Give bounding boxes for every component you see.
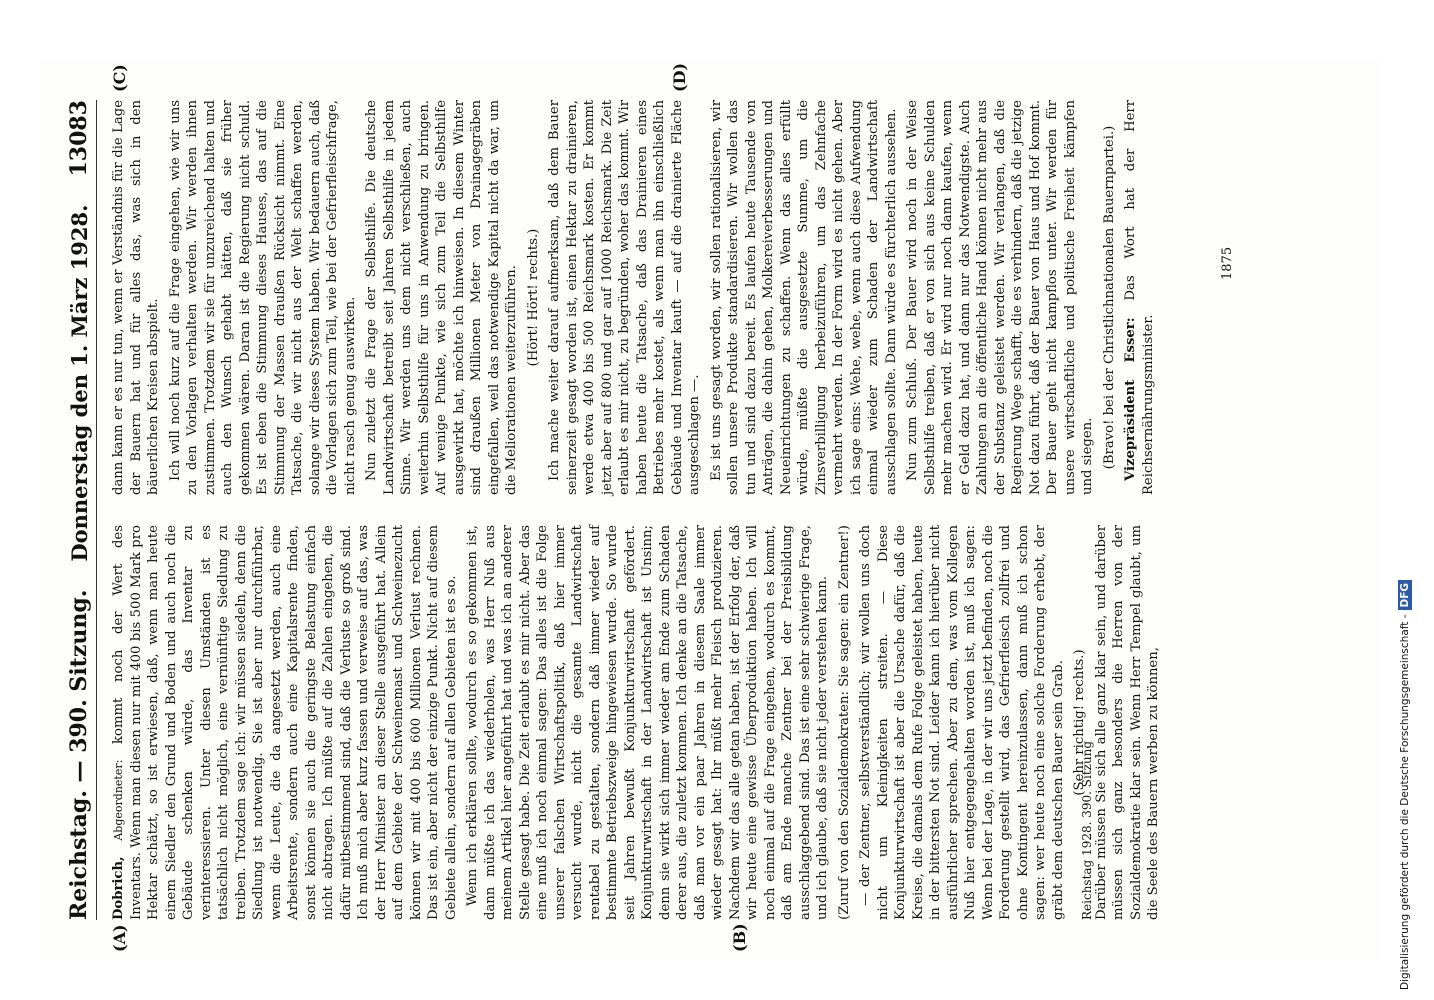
header-rule [96,100,97,920]
paragraph: Ich mache weiter darauf aufmerksam, daß dem Bauer seinerzeit gesagt worden ist, einen Hektar zu drainieren, werde etwa 400 bis 500 Reichsmark kosten. Er kommt jetzt aber auf 800 und gar auf 1000 Reichsmark. Die Zeit erlaubt es mir nicht, zu begründen, woher das kommt. Wir haben heute die Tatsache, daß das Drainieren eines Betriebes mehr kostet, als wenn man ihn einschließlich Gebäude und Inventar kauft — auf die drainierte Fläche ausgeschlagen —. [547,100,702,495]
speaker-name: Dobrich, [111,856,126,920]
paragraph: Es ist uns gesagt worden, wir sollen rationalisieren, wir sollen unsere Produkte standardisieren. Wir wollen das tun und sind dazu bereit. Es laufen heute Tausende von Anträgen, die dahin gehen, Molkereiverbesserungen und Neueinrichtungen zu schaffen. Wenn das alles erfüllt würde, müßte die ausgesetzte Summe, um die Zinsverbilligung herbeizuführen, um das Zehnfache vermehrt werden. In der Form wird es nicht gehen. Aber ich sage eins: Wehe, wehe, wenn auch diese Aufwendung einmal wieder zum Schaden der Landwirtschaft ausschlagen sollte. Dann würde es fürchterlich aussehen. [708,100,899,495]
right-column [110,100,1161,495]
left-column [110,525,1167,920]
header-left: Reichstag. — 390. Sitzung. [66,589,92,920]
interjection: (Zuruf von den Sozialdemokraten: Sie sagen: ein Zentner!) [836,525,852,920]
paragraph: — der Zentner, selbstverständlich; wir wollen uns doch nicht um Kleinigkeiten streiten. — Diese Konjunkturwirtschaft ist aber die Ursache dafür, daß die Kreise, die damals dem Rufe Folge geleistet haben, heute in der bittersten Not sind. Leider kann ich hierüber nicht ausführlicher sprechen. Aber zu dem, was vom Kollegen Nuß hier entgegengehalten worden ist, muß ich sagen: Wenn bei der Lage, in der wir uns jetzt befinden, noch die Forderung gestellt wird, das Gefrierfleisch zollfrei und ohne Kontingent hereinzulassen, dann muß ich schon sagen: wer heute noch eine solche Forderung erhebt, der gräbt dem deutschen Bauer sein Grab. [858,525,1066,920]
rotated-page-content [40,60,1380,960]
paragraph: dann kann er es nur tun, wenn er Verständnis für die Lage der Bauern hat und für alles das, was sich in den bäuerlichen Kreisen abspielt. [111,100,161,495]
dfg-credit-text: Digitalisierung gefördert durch die Deutsche Forschungsgemeinschaft - [1399,614,1411,990]
paragraph: Ich will noch kurz auf die Frage eingehen, wie wir uns zu den Vorlagen verhalten werden. Wir werden ihnen zustimmen. Trotzdem wir sie für unzureichend halten und auch den Wunsch gehabt hätten, daß sie früher gekommen wären. Daran ist die Regierung nicht schuld. Es ist eben die Stimmung dieses Hauses, das auf die Stimmung der Massen draußen Rücksicht nimmt. Eine Tatsache, die wir nicht aus der Welt schaffen werden, solange wir dieses System haben. Wir bedauern auch, daß die Vorlagen sich zum Teil, wie bei der Gefrierfleischfrage, nicht rasch genug auswirken. [167,100,358,495]
footer-number: 1875 [1220,246,1235,280]
interjection: (Sehr richtig! rechts.) [1072,649,1087,796]
closing-text: Das Wort hat der Herr Reichsernährungsminister. [1123,100,1156,495]
paragraph [110,525,460,920]
margin-marker-b: (B) [730,923,749,952]
paragraph-text: kommt noch der Wert des Inventars. Wenn man diesen nur mit 400 bis 500 Mark pro Hektar schätzt, so ist erwiesen, daß, wenn man heute einem Siedler den Grund und Boden und auch noch die Gebäude schenken würde, das Inventar zu verinteressieren. Unter diesen Umständen ist es tatsächlich nicht möglich, eine vernünftige Siedlung zu treiben. Trotzdem sage ich: wir müssen siedeln, denn die Siedlung ist notwendig. Sie ist aber nur durchführbar, wenn die Leute, die da angesetzt werden, auch eine Arbeitsrente, sondern auch eine Kapitalsrente finden, sonst können sie auch die geringste Belastung einfach nicht abtragen. Ich müßte auf die Zahlen eingehen, die dafür mitbestimmend sind, daß die Verluste so groß sind. Ich muß mich aber kurz fassen und verweise auf das, was der Herr Minister an dieser Stelle ausgeführt hat. Allein auf dem Gebiete der Schweinemast und Schweinezucht können wir mit 400 bis 600 Millionen Verlust rechnen. Das ist ein, aber nicht der einzige Punkt. Nicht auf diesem Gebiete allein, sondern auf allen Gebieten ist es so. [111,525,459,920]
header-page-number: 13083 [66,100,92,177]
header-date: Donnerstag den 1. März 1928. [67,204,92,562]
interjection: (Bravo! bei der Christlichnationalen Bauernpartei.) [1101,125,1117,470]
speaker-role: Abgeordneter: [112,759,125,841]
margin-marker-c: (C) [110,64,129,92]
closing-speaker: Vizepräsident Esser: [1123,317,1138,481]
scanned-page [40,60,1380,960]
paragraph: Nun zum Schluß. Der Bauer wird noch in der Weise Selbsthilfe treiben, daß er von sich aus keine Schulden mehr machen wird. Er wird nur noch dann kaufen, wenn er Geld dazu hat, und dann nur das Notwendigste. Auch Zahlungen an die öffentliche Hand können nicht mehr aus der Substanz geleistet werden. Wir verlangen, daß die Regierung Wege schafft, die es verhindern, daß die jetzige Not dazu führt, daß der Bauer von Haus und Hof kommt. Der Bauer geht nicht kampflos unter. Wir werden für unsere wirtschaftliche und politische Freiheit kämpfen und siegen. [905,100,1095,495]
dfg-logo: DFG [1398,580,1412,611]
margin-marker-a: (A) [110,924,129,952]
footer-sitting: Reichstag 1928. 390. Sitzung [1080,740,1094,920]
paragraph: Wenn ich erklären sollte, wodurch es so gekommen ist, dann müßte ich das wiederholen, was Herr Nuß aus meinem Artikel hier angeführt hat und was ich an anderer Stelle gesagt habe. Die Zeit erlaubt es mir nicht. Aber das eine muß ich noch einmal sagen: Das alles ist die Folge unserer falschen Wirtschaftspolitik, daß hier immer versucht wurde, nicht die gesamte Landwirtschaft rentabel zu gestalten, sondern daß immer wieder auf bestimmte Betriebszweige hingewiesen wurde. So wurde seit Jahren bewußt Konjunkturwirtschaft gefördert. Konjunkturwirtschaft in der Landwirtschaft ist Unsinn; denn sie wirkt sich immer wieder am Ende zum Schaden derer aus, die zuletzt kommen. Ich denke an die Tatsache, daß man vor ein paar Jahren in diesem Saale immer wieder gesagt hat: Ihr müßt mehr Fleisch produzieren. Nachdem wir das alle getan haben, ist der Erfolg der, daß wir heute eine gewisse Überproduktion haben. Ich will noch einmal auf die Frage eingehen, wodurch es kommt, daß am Ende manche Zentner bei der Preisbildung ausschlaggebend sind. Das ist eine sehr schwierige Frage, und ich glaube, daß sie nicht jeder verstehen kann. [465,525,830,920]
paragraph [1122,100,1157,495]
paragraph: Darüber müssen Sie sich alle ganz klar sein, und darüber müssen sich ganz besonders die Herren von der Sozialdemokratie klar sein. Wenn Herr Tempel glaubt, um die Seele des Bauern werben zu können, [1093,525,1161,920]
paragraph: Nun zuletzt die Frage der Selbsthilfe. Die deutsche Landwirtschaft betreibt seit Jahren Selbsthilfe in jedem Sinne. Wir werden uns dem nicht verschließen, auch weiterhin Selbsthilfe für uns in Anwendung zu bringen. Auf wenige Punkte, wie sich zum Teil die Selbsthilfe ausgewirkt hat, möchte ich hinweisen. In diesem Winter sind draußen Millionen Meter von Drainagegräben eingefallen, weil das notwendige Kapital nicht da war, um die Meliorationen weiterzuführen. [364,100,519,495]
interjection: (Hört! Hört! rechts.) [525,228,541,367]
margin-marker-d: (D) [670,62,689,92]
dfg-credit [1392,10,1418,990]
page-header [52,100,92,920]
